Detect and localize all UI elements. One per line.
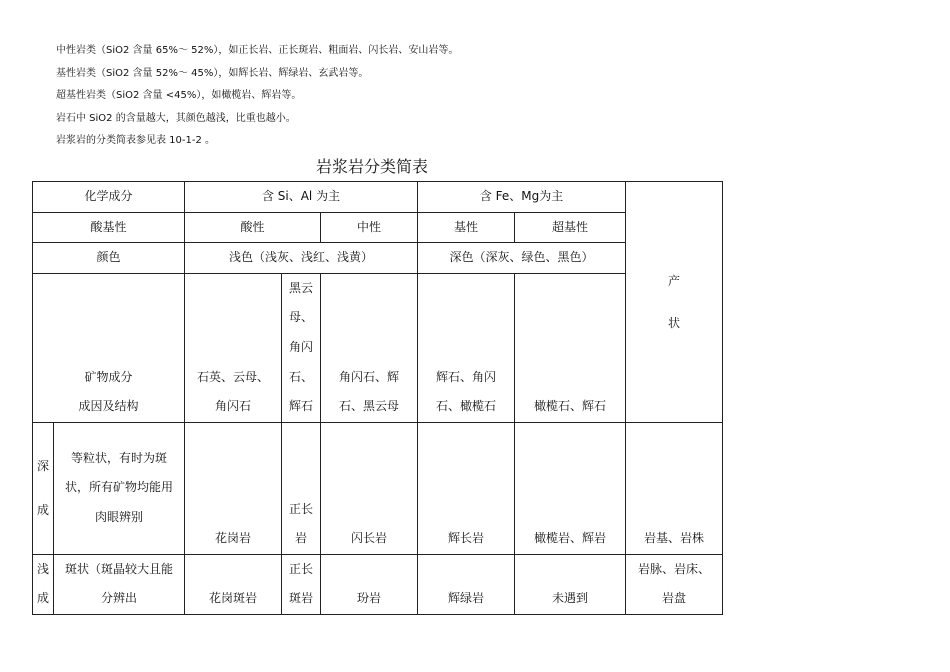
- occurrence-char-1: 产: [668, 273, 681, 288]
- shallow-char-1: 浅: [36, 561, 49, 576]
- shallow-ultra: 未遇到: [515, 554, 626, 614]
- mineral-mid2: 角闪石、辉石、黑云母: [321, 273, 418, 422]
- table-title: 岩浆岩分类简表: [315, 157, 428, 176]
- occurrence-char-2: 状: [668, 315, 681, 330]
- deep-texture: 等粒状，有时为斑状，所有矿物均能用肉眼辨别: [54, 422, 185, 554]
- deep-occurrence: 岩基、岩株: [626, 422, 723, 554]
- intro-line-reference: 岩浆岩的分类简表参见表 10-1-2 。: [56, 135, 216, 146]
- basic-header: 基性: [418, 212, 515, 243]
- intro-line-ultrabasic: 超基性岩类（SiO2 含量 <45%），如橄榄岩、辉岩等。: [56, 90, 302, 101]
- dark-color: 深色（深灰、绿色、黑色）: [418, 243, 626, 274]
- deep-ultra: 橄榄岩、辉岩: [515, 422, 626, 554]
- table-row-deep: [33, 422, 723, 554]
- shallow-occurrence: 岩脉、岩床、岩盘: [626, 554, 723, 614]
- chem-label: 化学成分: [33, 182, 185, 213]
- table-row-acidity: [33, 212, 723, 243]
- deep-basic: 辉长岩: [418, 422, 515, 554]
- mineral-label-line2: 成因及结构: [78, 399, 139, 414]
- deep-acid: 花岗岩: [185, 422, 282, 554]
- mineral-acid: 石英、云母、角闪石: [185, 273, 282, 422]
- mineral-label: [33, 273, 185, 422]
- occurrence-header: [626, 182, 723, 423]
- acid-header: 酸性: [185, 212, 321, 243]
- deep-mid1: 正长岩: [282, 422, 321, 554]
- table-row-color: [33, 243, 723, 274]
- shallow-char-2: 成: [36, 591, 49, 606]
- deep-label: [33, 422, 54, 554]
- acidity-label: 酸基性: [33, 212, 185, 243]
- intro-line-sio2: 岩石中 SiO2 的含量越大，其颜色越浅，比重也越小。: [56, 112, 296, 124]
- mineral-mid1: 黑云母、角闪石、辉石: [282, 273, 321, 422]
- shallow-texture: 斑状（斑晶较大且能分辨出: [54, 554, 185, 614]
- shallow-acid: 花岗斑岩: [185, 554, 282, 614]
- ultrabasic-header: 超基性: [515, 212, 626, 243]
- intro-paragraphs: [56, 40, 458, 153]
- shallow-basic: 辉绿岩: [418, 554, 515, 614]
- deep-mid2: 闪长岩: [321, 422, 418, 554]
- intro-line-basic: 基性岩类（SiO2 含量 52%～ 45%），如辉长岩、辉绿岩、玄武岩等。: [56, 67, 369, 79]
- mineral-label-line1: 矿物成分: [84, 369, 133, 384]
- table-row-mineral: [33, 273, 723, 422]
- fe-mg-header: 含 Fe、Mg为主: [418, 182, 626, 213]
- table-row-shallow: [33, 554, 723, 614]
- table-row-chem: [33, 182, 723, 213]
- color-label: 颜色: [33, 243, 185, 274]
- mineral-basic: 辉石、角闪石、橄榄石: [418, 273, 515, 422]
- shallow-mid1: 正长斑岩: [282, 554, 321, 614]
- shallow-label: [33, 554, 54, 614]
- shallow-mid2: 玢岩: [321, 554, 418, 614]
- classification-table: [32, 181, 723, 615]
- light-color: 浅色（浅灰、浅红、浅黄）: [185, 243, 418, 274]
- deep-char-1: 深: [36, 459, 49, 474]
- intro-line-neutral: 中性岩类（SiO2 含量 65%～ 52%），如正长岩、正长斑岩、粗面岩、闪长岩、安山岩等。: [56, 45, 459, 56]
- si-al-header: 含 Si、Al 为主: [185, 182, 418, 213]
- neutral-header: 中性: [321, 212, 418, 243]
- mineral-ultra: 橄榄石、辉石: [515, 273, 626, 422]
- deep-char-2: 成: [36, 503, 49, 518]
